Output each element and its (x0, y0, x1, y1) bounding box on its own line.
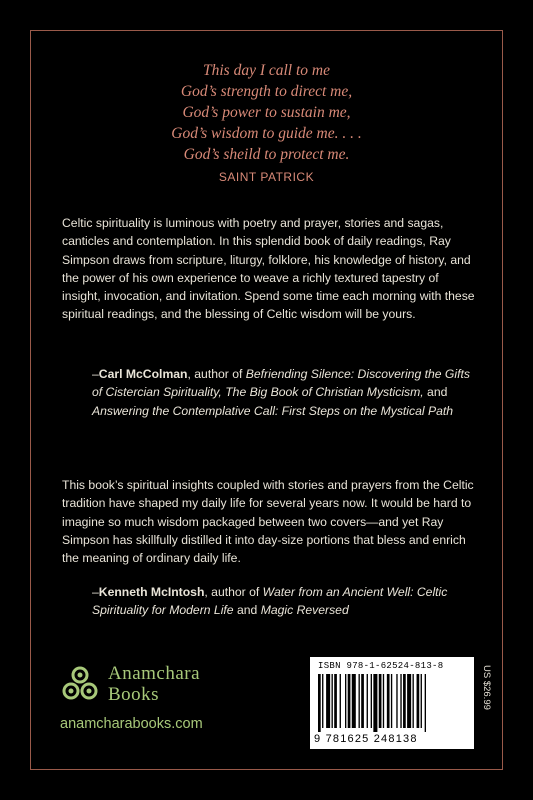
barcode-bar (391, 674, 392, 728)
barcode-bar (421, 674, 422, 728)
barcode-bar (334, 674, 337, 728)
barcode-bar (407, 674, 411, 728)
barcode-bar (326, 674, 330, 728)
endorsement-dash: – (92, 585, 99, 599)
barcode-bar (371, 674, 372, 728)
isbn-barcode (310, 657, 474, 749)
endorsement-2 (92, 583, 478, 620)
publisher-logo (60, 662, 250, 712)
barcode-bar (400, 674, 401, 728)
barcode-bar (340, 674, 341, 728)
endorser-name: Carl McColman (98, 367, 188, 381)
barcode-bar (413, 674, 414, 728)
book-title: Water from an Ancient Well: Celtic Spirituality for Modern Life (92, 585, 448, 618)
barcode-bar (383, 674, 384, 728)
book-title: The Big Book of Christian Mysticism, (225, 385, 424, 400)
endorser-role: , author of (204, 585, 263, 599)
barcode-bar (425, 674, 426, 732)
barcode-bar (379, 674, 382, 728)
publisher-name-line1: Anamchara (108, 663, 201, 684)
publisher-website[interactable]: anamcharabooks.com (60, 716, 203, 732)
isbn-label: ISBN 978-1-62524-813-8 (318, 661, 444, 671)
barcode-bar (359, 674, 360, 728)
endorsement-1 (92, 365, 478, 420)
blurb-paragraph-2: This book’s spiritual insights coupled with stories and prayers from the Celtic tradition have shaped my daily life for several years now. It would be hard to imagine so much wisdom packaged between two covers—and yet Ray Simpson has skillfully distilled it into day-size portions that bless and enrich the meaning of ordinary daily life. (62, 478, 474, 566)
price-label (478, 665, 508, 710)
blurb-paragraph-1: Celtic spirituality is luminous with poetry and prayer, stories and sagas, canticles and contemplation. In this splendid book of daily readings, Ray Simpson draws from scripture, liturgy, folklore, his knowledge of history, and the power of his own experience to weave a richly textured tapestry of insight, invocation, and invitation. Spend some time each morning with these spiritual readings, and the blessing of Celtic wisdom will be yours. (62, 216, 475, 322)
barcode-bar (417, 674, 420, 728)
poem-line: God’s sheild to protect me. (183, 146, 350, 163)
barcode-bar (403, 674, 406, 728)
conjunction: and (233, 603, 261, 618)
barcode-bar (345, 674, 346, 728)
barcode-bar (332, 674, 333, 728)
conjunction: and (423, 385, 448, 400)
barcode-bar (373, 674, 377, 732)
poem-line: God’s wisdom to guide me. . . . (171, 125, 362, 142)
endorsement-dash: – (92, 367, 99, 381)
endorser-name: Kenneth McIntosh (98, 585, 205, 599)
barcode-bar (367, 674, 368, 728)
price-text: US $26.99 (481, 665, 492, 710)
endorser-role: , author of (187, 367, 246, 381)
barcode-bar (318, 674, 321, 732)
book-title: Magic Reversed (260, 603, 349, 618)
book-title: Befriending Silence: Discovering the Gifts of Cistercian Spirituality, (92, 367, 470, 400)
barcode-bar (352, 674, 356, 728)
triskele-icon (60, 664, 100, 704)
book-title: Answering the Contemplative Call: First Steps on the Mystical Path (92, 403, 454, 418)
barcode-bar (348, 674, 351, 728)
barcode-bars (316, 674, 468, 732)
publisher-wordmark (108, 663, 200, 705)
poem-line: God’s strength to direct me, (180, 83, 353, 100)
epigraph-poem (0, 60, 533, 165)
poem-attribution: SAINT PATRICK (218, 170, 315, 184)
barcode-bar (387, 674, 390, 728)
barcode-bar (322, 674, 323, 728)
barcode-bar (361, 674, 364, 728)
poem-line: God’s power to sustain me, (182, 104, 351, 121)
barcode-number: 9 781625 248138 (314, 733, 418, 745)
poem-line: This day I call to me (203, 62, 330, 79)
publisher-name-line2: Books (108, 684, 160, 705)
barcode-bar (396, 674, 397, 728)
